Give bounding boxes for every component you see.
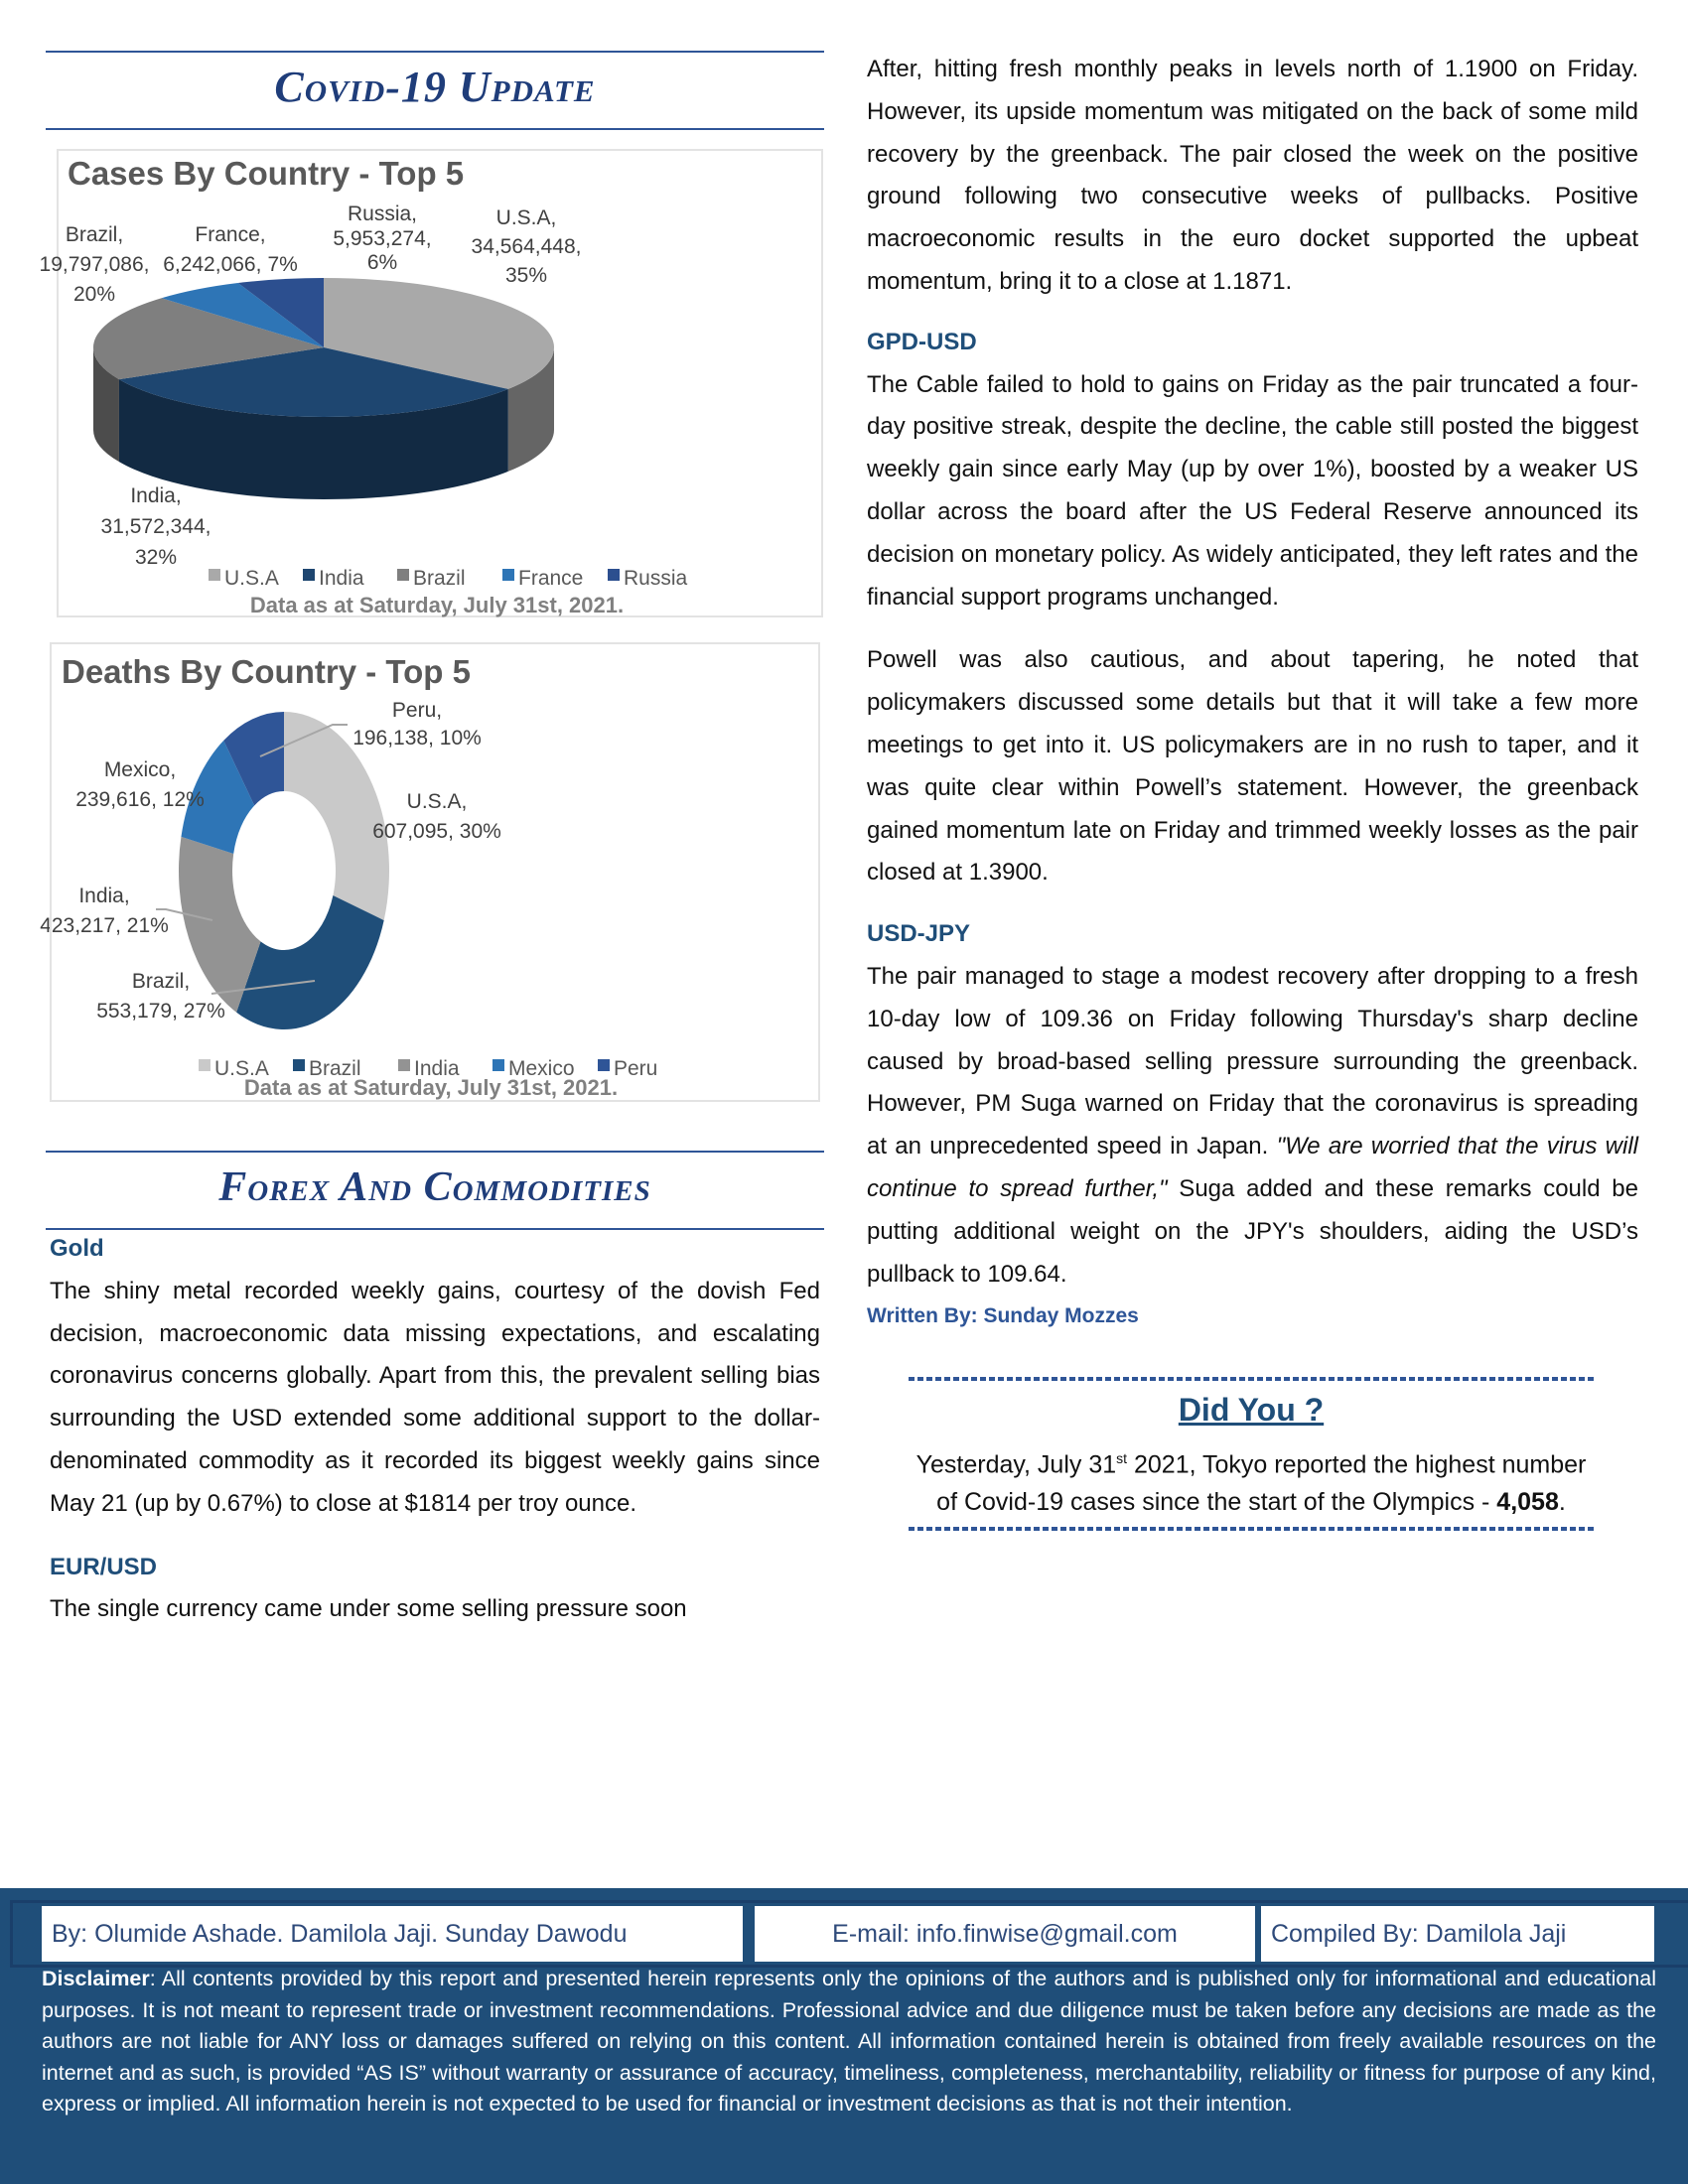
cases-chart-subtitle: Data as at Saturday, July 31st, 2021. <box>249 593 625 617</box>
label-usa-pct: 35% <box>504 264 548 287</box>
legend-label-india: India <box>319 567 364 590</box>
legend-label-usa: U.S.A <box>214 1057 269 1080</box>
label-india-value: 423,217, 21% <box>40 914 169 937</box>
usdjpy-text-b: Suga added and these remarks could be putting additional weight on the JPY's shoulders, aiding the USD’s pullback to 109.64. <box>867 1174 1638 1288</box>
did-you-box <box>909 1377 1594 1530</box>
did-you-number: 4,058 <box>1496 1487 1559 1516</box>
label-peru-value: 196,138, 10% <box>352 727 482 750</box>
legend-label-india: India <box>414 1057 460 1080</box>
label-brazil-name: Brazil, <box>131 970 191 993</box>
gbpusd-heading: GPD-USD <box>867 328 977 355</box>
label-india-value: 31,572,344, <box>100 515 211 538</box>
did-you-top-border <box>909 1377 1594 1381</box>
eurusd-paragraph-start: The single currency came under some selling pressure soon <box>50 1595 687 1623</box>
legend-label-peru: Peru <box>614 1057 658 1080</box>
did-you-bottom-border <box>909 1527 1594 1531</box>
label-mexico-value: 239,616, 12% <box>75 788 205 811</box>
eurusd-heading: EUR/USD <box>50 1553 158 1580</box>
label-france-name: France, <box>195 223 266 246</box>
forex-title: Forex And Commodities <box>218 1164 651 1210</box>
legend-swatch-usa <box>209 569 220 581</box>
did-you-text-b: 2021, Tokyo reported the highest number of Covid-19 cases since the start of the Olympics - <box>936 1450 1587 1516</box>
gbpusd-paragraph-1: The Cable failed to hold to gains on Friday as the pair truncated a four-day positive streak, despite the decline, the cable still posted the biggest weekly gain since early May (up by over 1%), boosted by a weaker US dollar across the board after the US Federal Reserve announced its decision on monetary policy. As widely anticipated, they left rates and the financial support programs unchanged. <box>867 370 1638 611</box>
deaths-chart-subtitle: Data as at Saturday, July 31st, 2021. <box>243 1075 619 1100</box>
usdjpy-paragraph <box>867 956 1638 1296</box>
label-russia-pct: 6% <box>366 251 398 274</box>
legend-swatch-brazil <box>397 569 409 581</box>
label-usa-value: 34,564,448, <box>471 235 582 258</box>
suga-quote: "We are worried that the virus will continue to spread further," <box>867 1133 1639 1202</box>
authors-box: By: Olumide Ashade. Damilola Jaji. Sunday Dawodu <box>42 1906 743 1962</box>
label-india-name: India, <box>78 885 130 907</box>
label-brazil-value: 553,179, 27% <box>96 1000 225 1023</box>
label-india-pct: 32% <box>134 546 178 569</box>
label-russia-value: 5,953,274, <box>333 227 432 250</box>
written-by: Written By: Sunday Mozzes <box>867 1304 1139 1328</box>
legend-label-brazil: Brazil <box>413 567 466 590</box>
disclaimer <box>42 1964 1656 2120</box>
france-value: 6,242,066, <box>163 253 262 276</box>
label-usa-value: 607,095, 30% <box>372 820 501 843</box>
deaths-chart-title: Deaths By Country - Top 5 <box>62 653 471 690</box>
legend-label-mexico: Mexico <box>508 1057 575 1080</box>
deaths-chart-frame <box>50 642 820 1102</box>
legend-label-france: France <box>518 567 584 590</box>
label-usa-name: U.S.A, <box>406 790 468 813</box>
did-you-sup: st <box>1116 1450 1128 1467</box>
label-peru-name: Peru, <box>391 699 443 722</box>
did-you-title: Did You ? <box>1178 1392 1325 1429</box>
usdjpy-text-a: The pair managed to stage a modest recovery after dropping to a fresh 10-day low of 109.36 on Friday following Thursday's sharp decline caused by broad-based selling pressure surrounding the greenback. However, PM Suga warned on Friday that the coronavirus is spreading at an unprecedented speed in Japan. <box>867 962 1638 1160</box>
email-box: E-mail: info.finwise@gmail.com <box>755 1906 1255 1962</box>
gbpusd-paragraph-2: Powell was also cautious, and about tapering, he noted that policymakers discussed some details but that it will take a few more meetings to get into it. US policymakers are in no rush to taper, and it was quite clear within Powell’s statement. However, the greenback gained momentum late on Friday and trimmed weekly losses as the pair closed at 1.3900. <box>867 646 1638 887</box>
did-you-text <box>909 1440 1594 1520</box>
label-brazil-value: 19,797,086, <box>39 253 150 276</box>
legend-swatch-russia <box>608 569 620 581</box>
eurusd-paragraph-cont: After, hitting fresh monthly peaks in levels north of 1.1900 on Friday. However, its upside momentum was mitigated on the back of some mild recovery by the greenback. The pair closed the week on the positive ground following two consecutive weeks of pullbacks. Positive macroeconomic results in the euro docket supported the upbeat momentum, bring it to a close at 1.1871. <box>867 56 1638 295</box>
did-you-end: . <box>1558 1487 1566 1516</box>
label-france-value <box>163 253 298 276</box>
disclaimer-text: : All contents provided by this report and presented herein represents only the opinions of the authors and is published only for informational and educational purposes. It is not meant to represent trade or investment recommendations. Professional advice and due diligence must be taken before any decisions are made as the authors are not liable for ANY loss or damages suffered on relying on this content. All information contained herein is obtained from freely available resources on the internet and as such, is provided “AS IS” without warranty or assurance of accuracy, timeliness, completeness, merchantability, reliability or fitness for purpose of any kind, express or implied. All information herein is not expected to be used for financial or investment decisions as that is not their intention. <box>42 1967 1656 2116</box>
gold-heading: Gold <box>50 1235 104 1262</box>
did-you-text-a: Yesterday, July 31 <box>915 1450 1117 1479</box>
legend-label-russia: Russia <box>624 567 688 590</box>
gold-paragraph: The shiny metal recorded weekly gains, courtesy of the dovish Fed decision, macroeconomic data missing expectations, and escalating coronavirus concerns globally. Apart from this, the prevalent selling bias surrounding the USD extended some additional support to the dollar-denominated commodity as it recorded its biggest weekly gains since May 21 (up by 0.67%) to close at $1814 per troy ounce. <box>50 1277 820 1517</box>
label-mexico-name: Mexico, <box>103 758 177 781</box>
legend-label-usa: U.S.A <box>224 567 279 590</box>
legend-label-brazil: Brazil <box>309 1057 361 1080</box>
covid-title: Covid-19 Update <box>274 63 596 111</box>
usdjpy-heading: USD-JPY <box>867 920 971 948</box>
legend-swatch-india <box>303 569 315 581</box>
label-brazil-pct: 20% <box>72 283 116 306</box>
label-india-name: India, <box>130 484 182 507</box>
disclaimer-label: Disclaimer <box>42 1967 150 1990</box>
france-pct: 7% <box>267 253 298 276</box>
label-russia-name: Russia, <box>347 203 418 225</box>
compiled-box: Compiled By: Damilola Jaji <box>1261 1906 1654 1962</box>
label-usa-name: U.S.A, <box>495 206 557 229</box>
left-forex-column <box>50 1228 820 1631</box>
forex-top-rule <box>46 1151 824 1153</box>
cases-chart-title: Cases By Country - Top 5 <box>68 155 465 192</box>
label-brazil-name: Brazil, <box>65 223 124 246</box>
legend-swatch-france <box>502 569 514 581</box>
right-column <box>867 49 1638 1531</box>
